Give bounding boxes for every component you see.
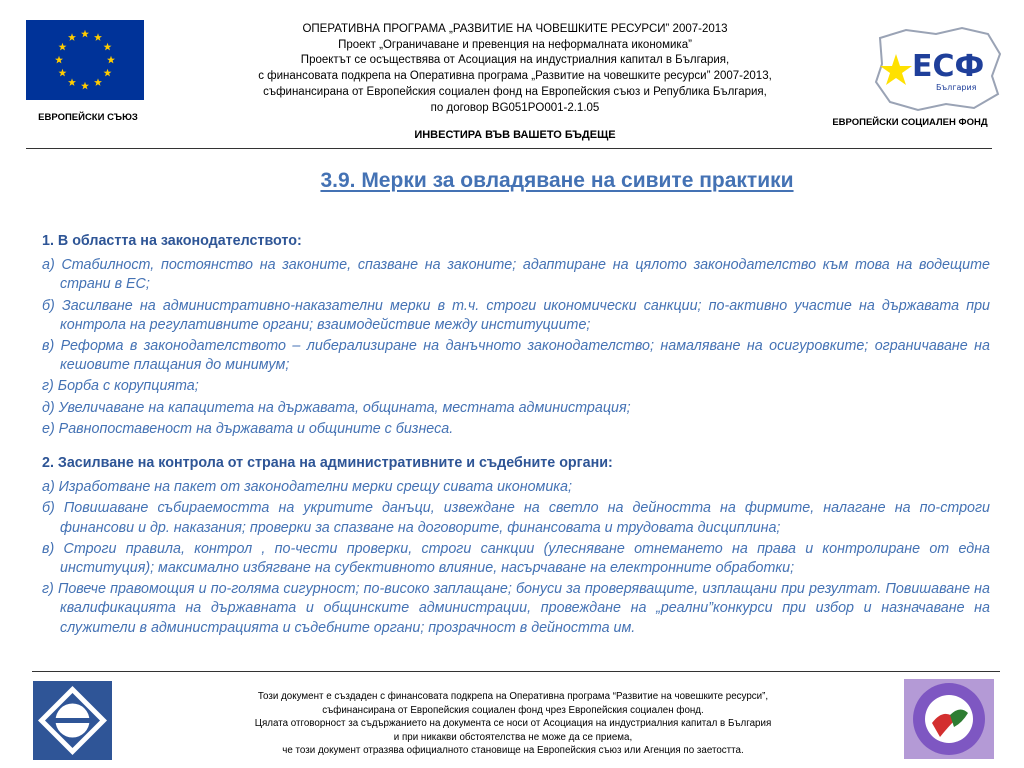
list-item: г) Повече правомощия и по-голяма сигурност; по-високо заплащане; бонуси за проверяващите, изплащани при резултат. Повишаване на квалификацията на държавната и общинските администрации, провеждане на „реални”конкурси при избор и назначаване на служители в администрацията и съдебните органи; прозрачност в дейността им. [42,581,990,636]
eu-flag-logo [26,20,144,100]
list-item: б) Повишаване събираемостта на укритите данъци, извеждане на светло на дейността на фирмите, налагане на по-строги финансови и др. наказания; проверки за спазване на договорите, финансовата и трудовата дисциплина; [42,500,990,536]
header-line: ОПЕРАТИВНА ПРОГРАМА „РАЗВИТИЕ НА ЧОВЕШКИТЕ РЕСУРСИ” 2007-2013 [302,23,728,35]
main-content [42,232,990,640]
list-item: а) Стабилност, постоянство на законите, спазване на законите; адаптиране на цялото законодателство към това на водещите страни в ЕС; [42,257,990,293]
header-slogan: ИНВЕСТИРА ВЪВ ВАШЕТО БЪДЕЩЕ [414,129,616,141]
list-item: в) Строги правила, контрол , по-чести проверки, строги санкции (улесняване отнемането на права и контролиране от една институция); максимално избягване на субективното влияние, насърчаване на електронните обработки; [42,540,990,577]
esf-logo [866,24,1006,116]
list-item: е) Равнопоставеност на държавата и общините с бизнеса. [42,420,454,437]
header-program-text [205,22,825,116]
aicb-logo [33,681,112,760]
header-line: по договор BG051PO001-2.1.05 [430,101,600,114]
confederation-logo [904,679,994,759]
footer-line: и при никакви обстоятелства не може да се приема, [393,731,633,743]
header-line: Проект „Ограничаване и превенция на неформалната икономика” [338,38,692,51]
section-spacer [42,441,990,454]
eu-label: ЕВРОПЕЙСКИ СЪЮЗ [38,112,138,123]
list-item: б) Засилване на административно-наказателни мерки в т.ч. строги икономически санкции; по-активно участие на държавата при контрола на регулативните органи; взаимодействие между институциите; [42,297,990,333]
list-item: д) Увеличаване на капацитета на държавата, общината, местната администрация; [42,399,631,416]
footer-line: Този документ е създаден с финансовата подкрепа на Оперативна програма “Развитие на човешките ресурси”, [257,691,769,702]
footer-disclaimer [170,690,856,758]
section-control [42,454,990,638]
esf-label: ЕВРОПЕЙСКИ СОЦИАЛЕН ФОНД [832,117,988,128]
list-item: г) Борба с корупцията; [42,378,199,395]
title-wrapper [0,169,1024,193]
footer-divider [32,671,1000,672]
header-line: съфинансирана от Европейския социален фонд на Европейския съюз и Република България, [263,85,767,98]
list-item: а) Изработване на пакет от законодателни мерки срещу сивата икономика; [42,479,572,496]
header-line: с финансовата подкрепа на Оперативна програма „Развитие на човешките ресурси” 2007-2013, [258,70,772,83]
section-legislation [42,232,990,439]
header-divider [26,148,992,149]
page-title: 3.9. Мерки за овладяване на сивите практики [320,169,794,192]
esf-logo-text: ЕСФ [912,49,985,84]
footer-line: че този документ отразява официалното становище на Европейския съюз или Агенция по заетостта. [282,745,744,757]
esf-logo-subtext: България [936,83,977,92]
list-item: в) Реформа в законодателството – либерализиране на данъчното законодателство; намаляване на осигуровките; ограничаване на кешовите плащания до минимум; [42,338,990,374]
section-heading: 2. Засилване на контрола от страна на административните и съдебните органи: [42,455,613,472]
footer-line: съфинансирана от Европейския социален фонд чрез Европейския социален фонд. [322,704,704,716]
footer-line: Цялата отговорност за съдържанието на документа се носи от Асоциация на индустриалния капитал в България [254,718,772,730]
header-line: Проектът се осъществява от Асоциация на индустриалния капитал в България, [300,54,730,67]
section-heading: 1. В областта на законодателството: [42,233,302,249]
